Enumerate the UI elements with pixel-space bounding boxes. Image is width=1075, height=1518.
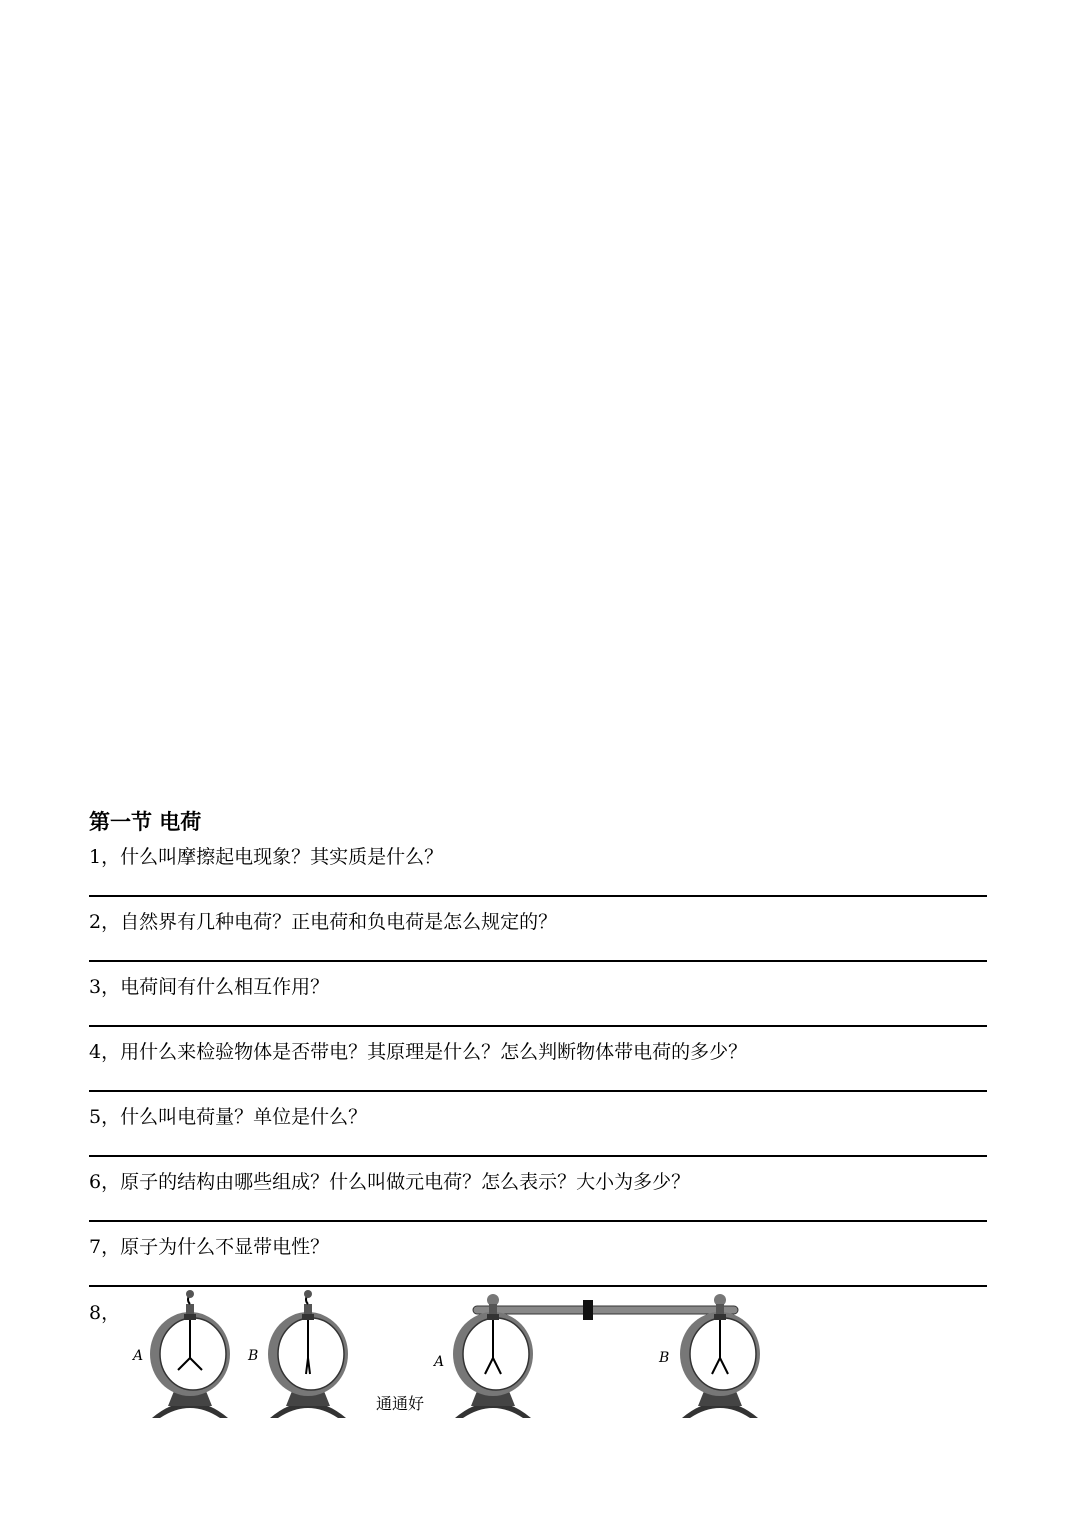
question-3: 3，电荷间有什么相互作用？ (89, 976, 330, 998)
question-2: 2，自然界有几种电荷？正电荷和负电荷是怎么规定的？ (89, 911, 558, 933)
electroscope-a-2 (453, 1304, 533, 1418)
answer-line-1 (89, 895, 987, 897)
answer-line-4 (89, 1090, 987, 1092)
answer-line-3 (89, 1025, 987, 1027)
answer-line-5 (89, 1155, 987, 1157)
figure-label-b-1: B (248, 1348, 259, 1364)
figure-label-a-2: A (434, 1354, 445, 1370)
question-8: 8， (89, 1302, 121, 1324)
answer-line-7 (89, 1285, 987, 1287)
section-title: 第一节 电荷 (89, 810, 202, 834)
question-1: 1，什么叫摩擦起电现象？其实质是什么？ (89, 846, 444, 868)
question-5: 5，什么叫电荷量？单位是什么？ (89, 1106, 368, 1128)
answer-line-2 (89, 960, 987, 962)
electroscope-b-1 (268, 1290, 348, 1418)
insulating-handle (583, 1300, 593, 1320)
electroscope-a-1 (150, 1290, 230, 1418)
figure-label-a-1: A (133, 1348, 144, 1364)
answer-line-6 (89, 1220, 987, 1222)
figure-label-b-2: B (659, 1350, 670, 1366)
electroscope-b-2 (680, 1304, 760, 1418)
question-6: 6，原子的结构由哪些组成？什么叫做元电荷？怎么表示？大小为多少？ (89, 1171, 691, 1193)
figure-caption: 通通好 (376, 1394, 425, 1413)
question-7: 7，原子为什么不显带电性？ (89, 1236, 330, 1258)
question-4: 4，用什么来检验物体是否带电？其原理是什么？怎么判断物体带电荷的多少？ (89, 1041, 748, 1063)
connecting-rod (473, 1306, 738, 1314)
electroscope-figure (128, 1290, 768, 1426)
